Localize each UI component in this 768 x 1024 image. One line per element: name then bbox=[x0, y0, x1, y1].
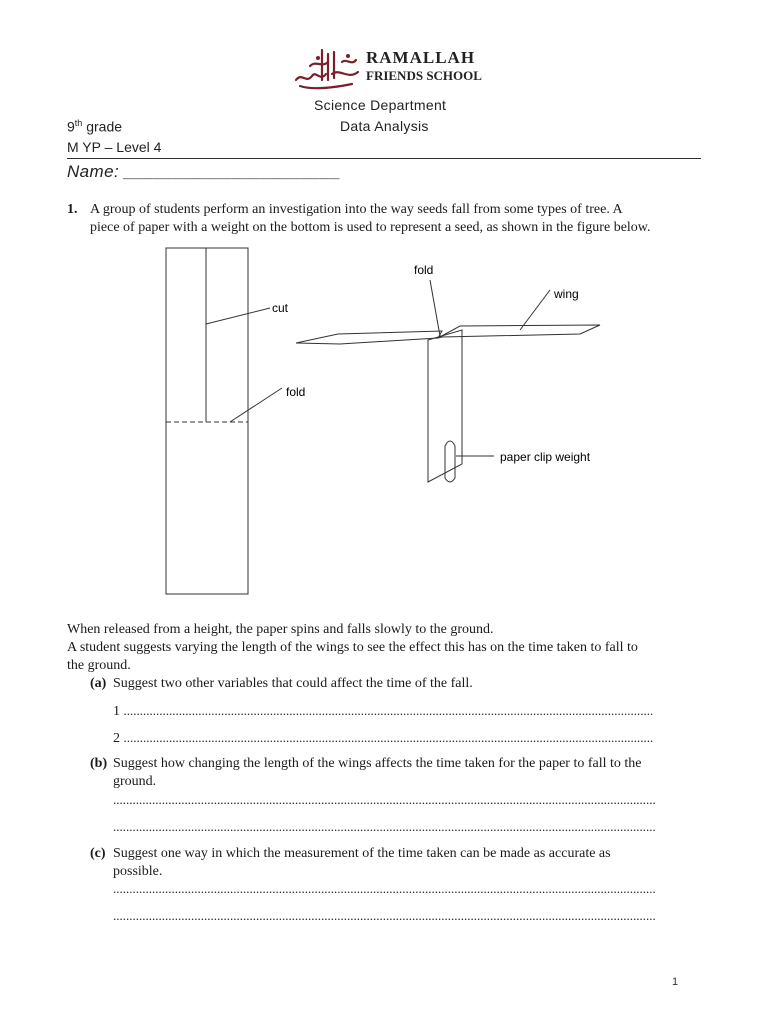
answer-2-number: 2 bbox=[113, 731, 120, 746]
part-b-label: (b) bbox=[90, 756, 108, 771]
department-title: Science Department bbox=[314, 97, 447, 113]
label-paper-clip-weight: paper clip weight bbox=[500, 450, 591, 464]
question-intro-line1: A group of students perform an investigation into the way seeds fall from some types of tree. A bbox=[90, 202, 623, 217]
release-paragraph: When released from a height, the paper spins and falls slowly to the ground. bbox=[67, 622, 494, 637]
grade-number: 9 bbox=[67, 118, 75, 135]
seed-model-figure bbox=[160, 240, 620, 600]
part-a-answer-1[interactable] bbox=[113, 702, 701, 721]
school-logo-emblem-icon bbox=[292, 44, 364, 90]
question-number: 1. bbox=[67, 202, 78, 217]
grade-label bbox=[67, 118, 122, 135]
part-a-answer-2[interactable] bbox=[113, 729, 701, 748]
grade-word: grade bbox=[86, 118, 123, 135]
label-wing: wing bbox=[554, 287, 579, 301]
answer-1-number: 1 bbox=[113, 704, 120, 719]
paper-strip bbox=[166, 248, 248, 594]
level-label: M YP – Level 4 bbox=[67, 139, 162, 155]
label-fold-top: fold bbox=[414, 263, 434, 277]
part-b-answer-line1[interactable]: ....................................................................................................................................................................... bbox=[113, 792, 656, 807]
grade-suffix: th bbox=[74, 118, 83, 128]
part-c-question-line1: Suggest one way in which the measurement of the time taken can be made as accurate as bbox=[113, 846, 611, 861]
suggestion-paragraph-line1: A student suggests varying the length of the wings to see the effect this has on the time taken to fall to bbox=[67, 640, 638, 655]
header-rule bbox=[67, 158, 701, 159]
answer-2-dots: ................................................................................................................................................................... bbox=[123, 730, 654, 745]
label-fold-left: fold bbox=[286, 385, 306, 399]
suggestion-paragraph-line2: the ground. bbox=[67, 658, 131, 673]
paper-clip bbox=[445, 441, 455, 482]
school-name-line1: RAMALLAH bbox=[366, 48, 476, 67]
label-cut: cut bbox=[272, 301, 289, 315]
subject-title: Data Analysis bbox=[340, 118, 429, 134]
left-wing bbox=[296, 331, 442, 344]
part-c-answer-line2[interactable]: ....................................................................................................................................................................... bbox=[113, 908, 656, 923]
name-field: Name: ______________________ bbox=[67, 162, 341, 181]
part-b-question-line2: ground. bbox=[113, 774, 157, 789]
part-c-answer-line1[interactable]: ....................................................................................................................................................................... bbox=[113, 881, 656, 896]
question-intro-line2: piece of paper with a weight on the bottom is used to represent a seed, as shown in the figure below. bbox=[90, 220, 651, 235]
part-a-question: Suggest two other variables that could affect the time of the fall. bbox=[113, 676, 473, 691]
answer-1-dots: ................................................................................................................................................................... bbox=[123, 703, 654, 718]
part-c-question-line2: possible. bbox=[113, 864, 163, 879]
school-logo bbox=[292, 44, 482, 92]
school-name-line2: FRIENDS SCHOOL bbox=[366, 68, 482, 83]
part-a-label: (a) bbox=[90, 676, 107, 691]
page-number: 1 bbox=[672, 976, 679, 988]
part-b-answer-line2[interactable]: ....................................................................................................................................................................... bbox=[113, 819, 656, 834]
part-c-label: (c) bbox=[90, 846, 106, 861]
part-b-question-line1: Suggest how changing the length of the wings affects the time taken for the paper to fall to the bbox=[113, 756, 642, 771]
